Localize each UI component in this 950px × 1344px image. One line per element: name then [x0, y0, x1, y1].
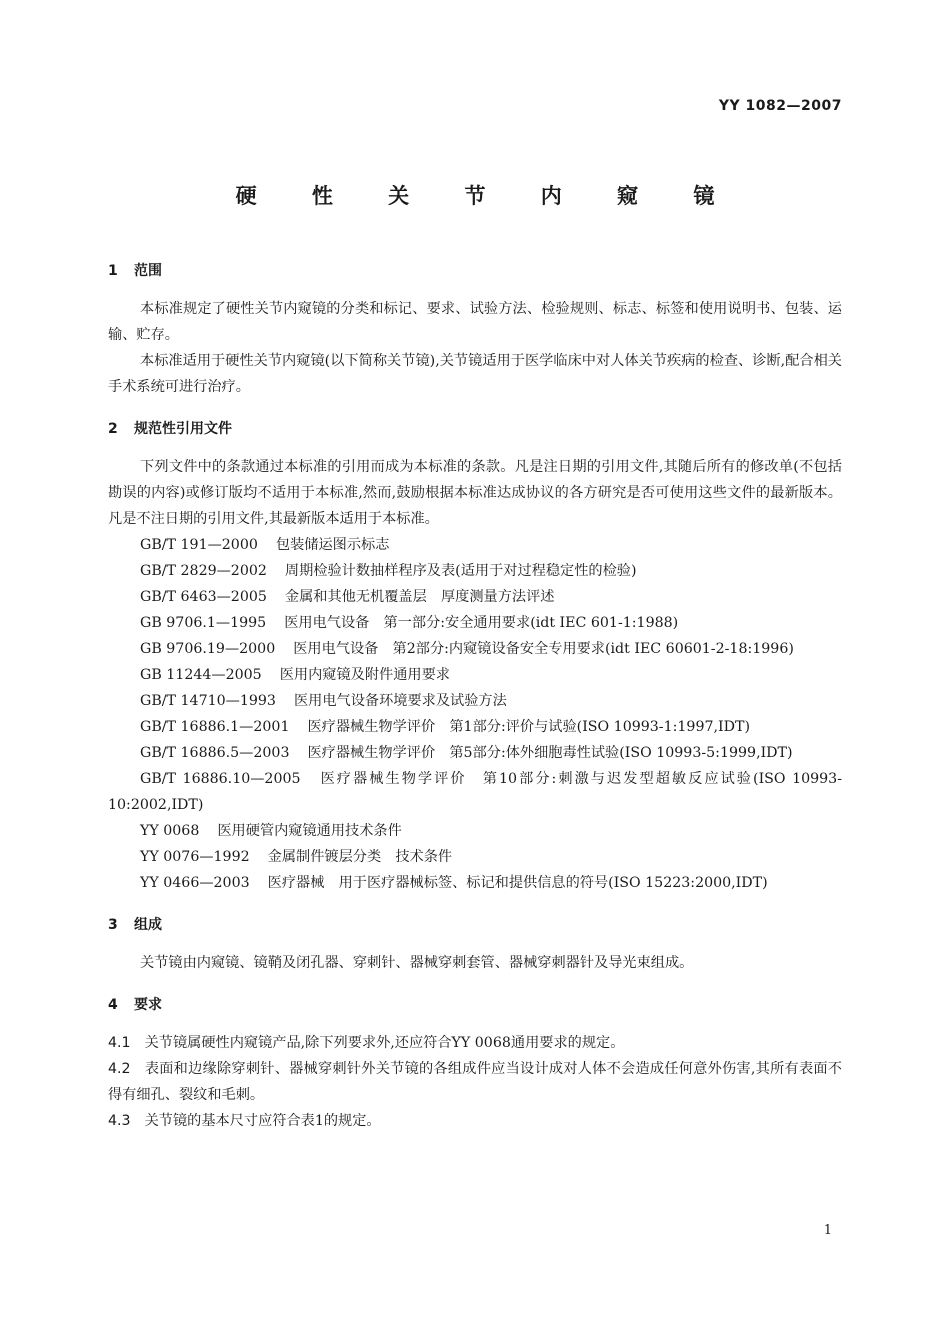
reference-item [108, 532, 842, 558]
reference-code: GB 11244—2005 [140, 667, 262, 683]
clause-number: 4.3 [108, 1113, 131, 1129]
reference-item [108, 714, 842, 740]
section-title: 规范性引用文件 [134, 421, 232, 437]
reference-item [108, 558, 842, 584]
section-title: 要求 [134, 997, 162, 1013]
reference-title: 医疗器械生物学评价 第1部分:评价与试验(ISO 10993-1:1997,IDT) [307, 719, 750, 735]
section-heading-2 [108, 416, 842, 442]
reference-item [108, 844, 842, 870]
reference-title: 医疗器械 用于医疗器械标签、标记和提供信息的符号(ISO 15223:2000,IDT) [267, 875, 768, 891]
section-number: 1 [108, 263, 118, 279]
reference-code: GB 9706.1—1995 [140, 615, 267, 631]
paragraph: 关节镜由内窥镜、镜鞘及闭孔器、穿刺针、器械穿刺套管、器械穿刺器针及导光束组成。 [140, 955, 694, 971]
section-number: 4 [108, 997, 118, 1013]
clause-text: 关节镜属硬性内窥镜产品,除下列要求外,还应符合YY 0068通用要求的规定。 [144, 1035, 625, 1051]
reference-code: GB/T 6463—2005 [140, 589, 267, 605]
reference-title: 周期检验计数抽样程序及表(适用于对过程稳定性的检验) [284, 563, 637, 579]
reference-code: GB/T 16886.10—2005 [140, 771, 301, 787]
page-number: 1 [823, 1223, 832, 1238]
reference-code: GB/T 2829—2002 [140, 563, 267, 579]
reference-title: 医用硬管内窥镜通用技术条件 [217, 823, 402, 839]
standard-number: YY 1082—2007 [718, 98, 842, 114]
reference-title: 医用内窥镜及附件通用要求 [279, 667, 450, 683]
reference-code: GB/T 16886.1—2001 [140, 719, 290, 735]
reference-code: YY 0068 [140, 823, 200, 839]
section-heading-3 [108, 912, 842, 938]
reference-code: GB/T 16886.5—2003 [140, 745, 290, 761]
clause-item [108, 1030, 842, 1056]
reference-code: YY 0076—1992 [140, 849, 250, 865]
reference-item [108, 688, 842, 714]
document-body [108, 254, 842, 1134]
section-heading-1 [108, 258, 842, 284]
reference-item [108, 818, 842, 844]
reference-code: GB 9706.19—2000 [140, 641, 276, 657]
reference-item [108, 740, 842, 766]
reference-item [108, 662, 842, 688]
reference-code: YY 0466—2003 [140, 875, 250, 891]
reference-title: 医用电气设备环境要求及试验方法 [293, 693, 507, 709]
document-title: 硬 性 关 节 内 窥 镜 [235, 184, 739, 208]
reference-item [108, 870, 842, 896]
section-heading-4 [108, 992, 842, 1018]
reference-title: 医用电气设备 第2部分:内窥镜设备安全专用要求(idt IEC 60601-2-18:1996) [293, 641, 794, 657]
section-number: 2 [108, 421, 118, 437]
section-number: 3 [108, 917, 118, 933]
clause-text: 关节镜的基本尺寸应符合表1的规定。 [144, 1113, 381, 1129]
paragraph: 本标准规定了硬性关节内窥镜的分类和标记、要求、试验方法、检验规则、标志、标签和使用说明书、包装、运输、贮存。 [108, 301, 842, 343]
reference-item [108, 636, 842, 662]
reference-item [108, 766, 842, 818]
reference-code: GB/T 14710—1993 [140, 693, 276, 709]
reference-item [108, 610, 842, 636]
clause-number: 4.1 [108, 1035, 131, 1051]
reference-title: 医用电气设备 第一部分:安全通用要求(idt IEC 601-1:1988) [284, 615, 679, 631]
clause-item [108, 1108, 842, 1134]
reference-title: 医疗器械生物学评价 第5部分:体外细胞毒性试验(ISO 10993-5:1999,IDT) [307, 745, 793, 761]
section-title: 范围 [134, 263, 162, 279]
reference-title: 金属制件镀层分类 技术条件 [267, 849, 453, 865]
reference-title: 金属和其他无机覆盖层 厚度测量方法评述 [284, 589, 555, 605]
clause-number: 4.2 [108, 1061, 131, 1077]
reference-title: 医疗器械生物学评价 第10部分:刺激与迟发型超敏反应试验(ISO 10993-10:2002,IDT) [108, 771, 842, 813]
clause-item [108, 1056, 842, 1108]
section-title: 组成 [134, 917, 162, 933]
reference-code: GB/T 191—2000 [140, 537, 258, 553]
clause-text: 表面和边缘除穿刺针、器械穿刺针外关节镜的各组成件应当设计成对人体不会造成任何意外伤害,其所有表面不得有细孔、裂纹和毛刺。 [108, 1061, 842, 1103]
reference-title: 包装储运图示标志 [275, 537, 390, 553]
paragraph: 下列文件中的条款通过本标准的引用而成为本标准的条款。凡是注日期的引用文件,其随后所有的修改单(不包括勘误的内容)或修订版均不适用于本标准,然而,鼓励根据本标准达成协议的各方研究是否可使用这些文件的最新版本。凡是不注日期的引用文件,其最新版本适用于本标准。 [108, 459, 842, 527]
paragraph: 本标准适用于硬性关节内窥镜(以下简称关节镜),关节镜适用于医学临床中对人体关节疾病的检查、诊断,配合相关手术系统可进行治疗。 [108, 353, 842, 395]
reference-item [108, 584, 842, 610]
